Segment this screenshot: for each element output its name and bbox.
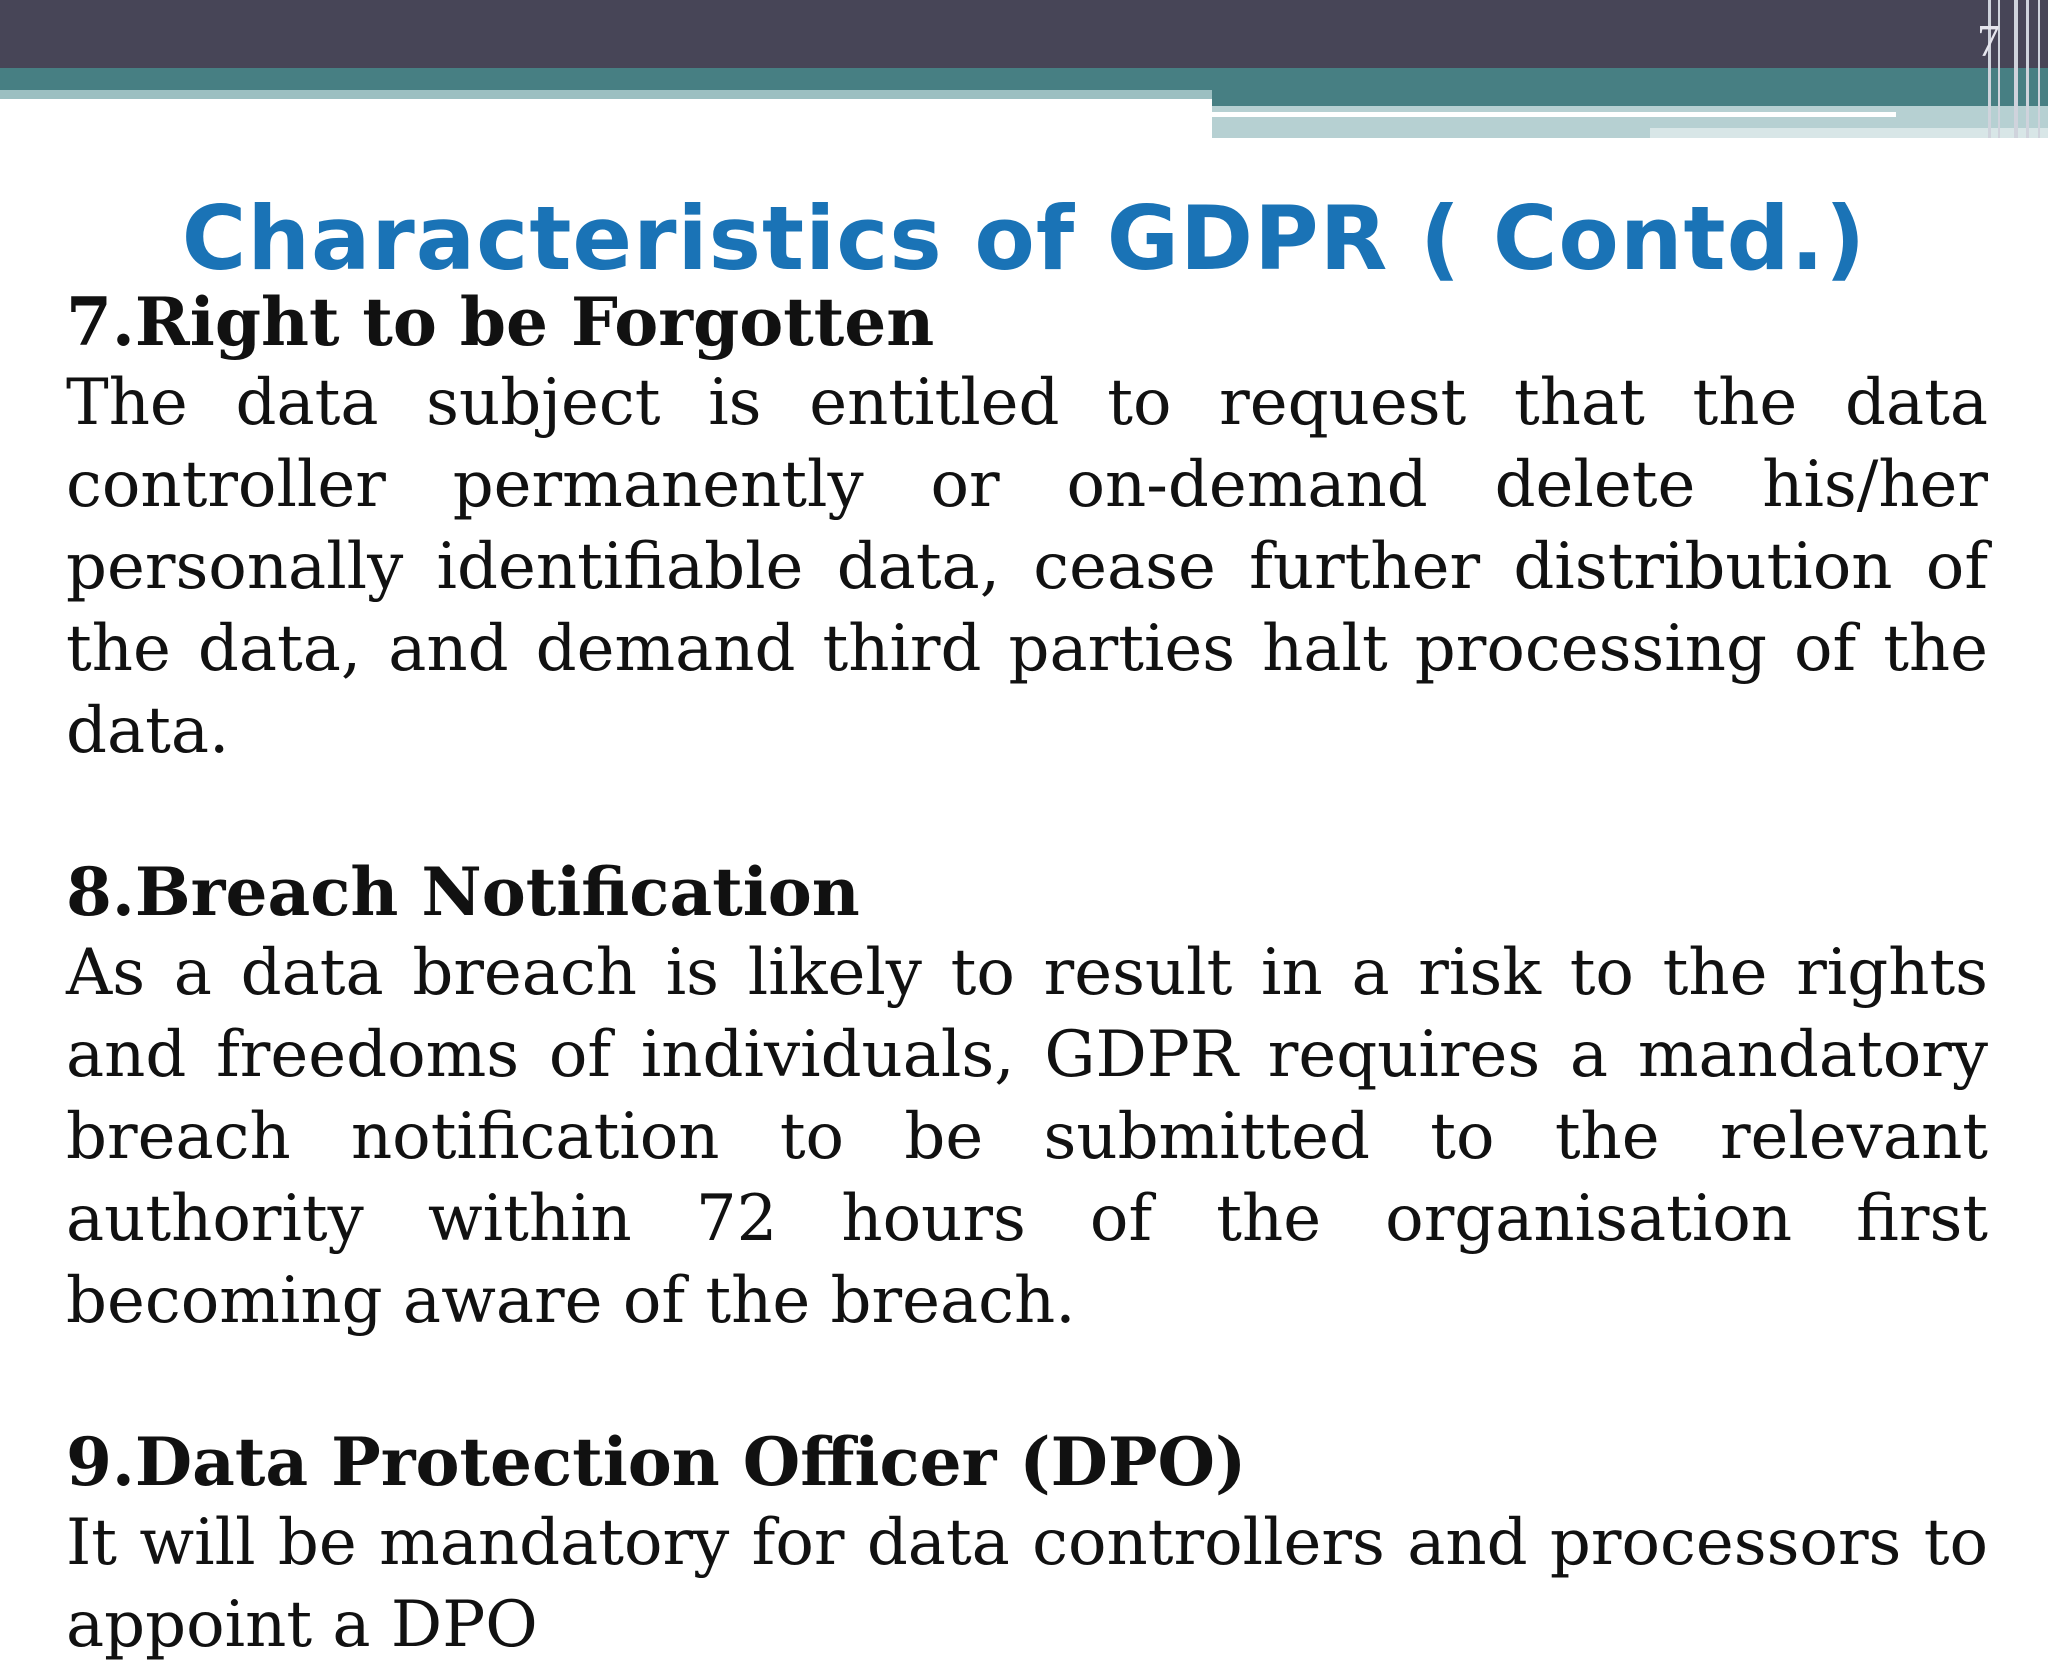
header-band-right: [1212, 90, 2048, 106]
section-breach-notification: [66, 852, 1988, 1342]
header-vertical-line: [2038, 0, 2040, 138]
section-right-to-be-forgotten: [66, 282, 1988, 772]
section-data-protection-officer: [66, 1422, 1988, 1666]
section-heading: 9.Data Protection Officer (DPO): [66, 1423, 1247, 1501]
header-band-teal: [0, 68, 2048, 90]
page-number: 7: [1977, 15, 2000, 66]
header-band-light: [0, 90, 1212, 99]
section-heading: 8.Breach Notification: [66, 853, 860, 931]
section-body: As a data breach is likely to result in a risk to the rights and freedoms of individuals, GDPR requires a mandatory breach notification to be submitted to the relevant authority within 72 hours of the organisation first becoming aware of the breach.: [66, 936, 1988, 1338]
header-vertical-line: [2026, 0, 2029, 138]
header-vertical-line: [2014, 0, 2018, 138]
slide-content: [66, 282, 1988, 1666]
section-body: The data subject is entitled to request that the data controller permanently or on-demand delete his/her personally identifiable data, cease further distribution of the data, and demand third parties halt processing of the data.: [66, 366, 1988, 768]
header-divider-line: [1212, 112, 1896, 117]
header-band-dark: [0, 0, 2048, 68]
section-body: It will be mandatory for data controllers and processors to appoint a DPO: [66, 1506, 1988, 1662]
slide-title: Characteristics of GDPR ( Contd.): [181, 186, 1867, 290]
section-heading: 7.Right to be Forgotten: [66, 283, 935, 361]
